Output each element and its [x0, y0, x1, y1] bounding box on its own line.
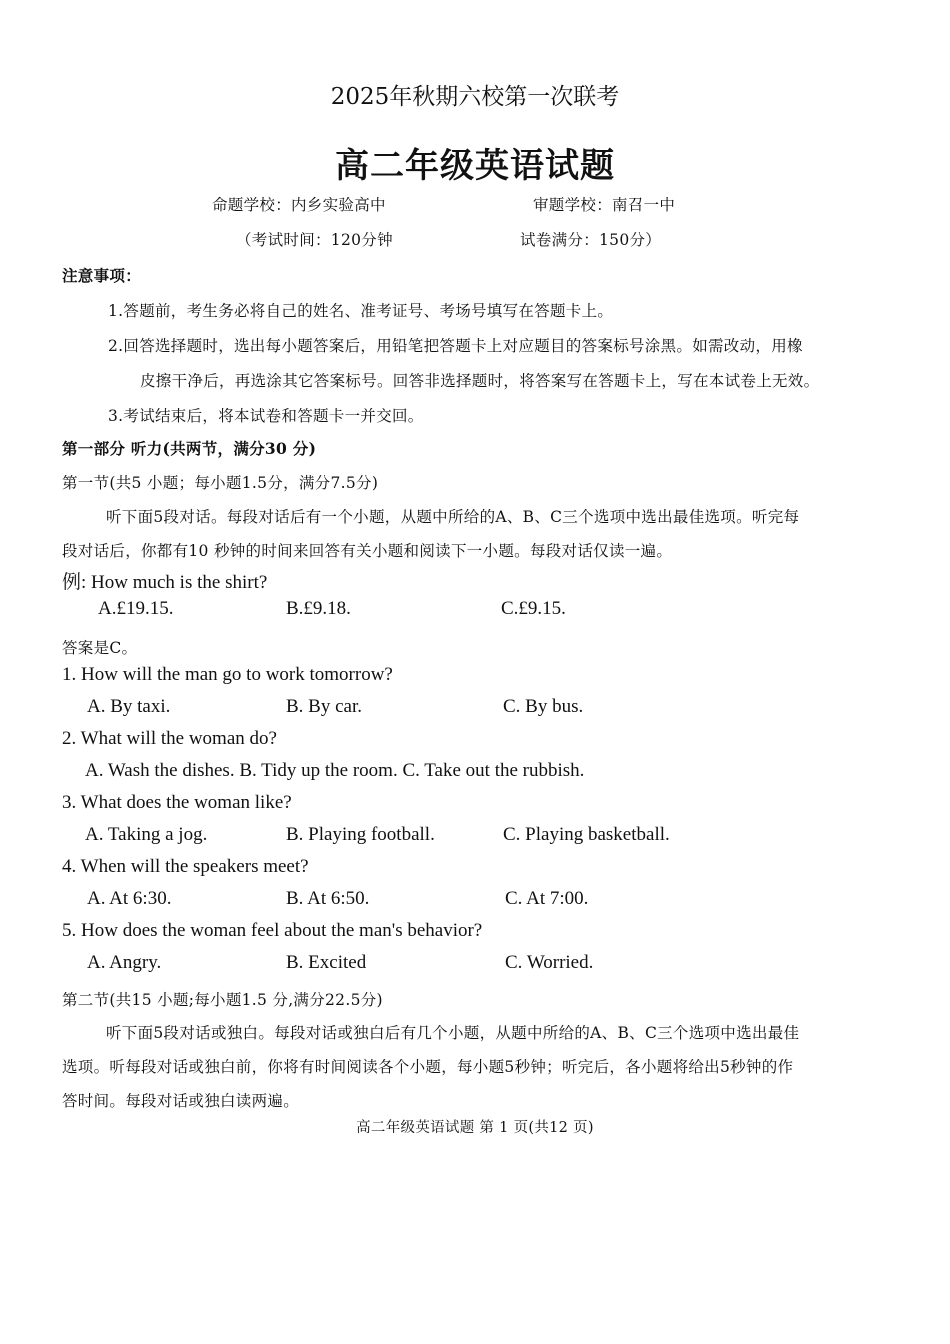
exam-title: 2025年秋期六校第一次联考: [330, 84, 620, 110]
notice-item-2: 2.回答选择题时，选出每小题答案后，用铅笔把答题卡上对应题目的答案标号涂黑。如需改动，用橡: [108, 337, 803, 355]
part1-title: 第一部分 听力(共两节，满分30 分): [62, 439, 317, 458]
example-answer: 答案是C。: [62, 639, 138, 657]
q1-option-b: B. By car.: [286, 696, 362, 717]
notice-title: 注意事项：: [62, 266, 142, 285]
example-question: 例: How much is the shirt?: [62, 572, 268, 593]
q1-option-a: A. By taxi.: [87, 696, 171, 717]
example-option-a: A.£19.15.: [98, 598, 174, 619]
section1-title: 第一节(共5 小题；每小题1.5分，满分7.5分): [62, 474, 379, 492]
setter-school: 命题学校：内乡实验高中: [212, 196, 386, 214]
question-3: 3. What does the woman like?: [62, 792, 292, 813]
section1-intro-2: 段对话后，你都有10 秒钟的时间来回答有关小题和阅读下一小题。每段对话仅读一遍。: [62, 542, 673, 560]
question-5: 5. How does the woman feel about the man's behavior?: [62, 920, 483, 941]
q5-option-c: C. Worried.: [505, 952, 594, 973]
reviewer-school: 审题学校：南召一中: [533, 196, 676, 214]
exam-time: （考试时间：120分钟: [236, 231, 393, 249]
q1-option-c: C. By bus.: [503, 696, 584, 717]
q4-option-c: C. At 7:00.: [505, 888, 589, 909]
q3-option-c: C. Playing basketball.: [503, 824, 670, 845]
q3-option-b: B. Playing football.: [286, 824, 435, 845]
section2-intro-3: 答时间。每段对话或独白读两遍。: [62, 1092, 300, 1110]
question-1: 1. How will the man go to work tomorrow?: [62, 664, 393, 685]
q4-option-a: A. At 6:30.: [87, 888, 172, 909]
notice-item-1: 1.答题前，考生务必将自己的姓名、准考证号、考场号填写在答题卡上。: [108, 302, 614, 320]
question-4: 4. When will the speakers meet?: [62, 856, 309, 877]
section2-intro-1: 听下面5段对话或独白。每段对话或独白后有几个小题，从题中所给的A、B、C三个选项中选出最佳: [106, 1024, 800, 1042]
question-2: 2. What will the woman do?: [62, 728, 277, 749]
section2-intro-2: 选项。听每段对话或独白前，你将有时间阅读各个小题，每小题5秒钟；听完后，各小题将给出5秒钟的作: [62, 1058, 794, 1076]
exam-score: 试卷满分：150分）: [520, 231, 662, 249]
q5-option-a: A. Angry.: [87, 952, 162, 973]
page-footer: 高二年级英语试题 第 1 页(共12 页): [356, 1120, 594, 1136]
section1-intro-1: 听下面5段对话。每段对话后有一个小题，从题中所给的A、B、C三个选项中选出最佳选项。听完每: [106, 508, 800, 526]
q2-options: A. Wash the dishes. B. Tidy up the room. C. Take out the rubbish.: [85, 760, 585, 781]
example-option-c: C.£9.15.: [501, 598, 566, 619]
example-option-b: B.£9.18.: [286, 598, 351, 619]
subject-title: 高二年级英语试题: [335, 146, 615, 186]
notice-item-3: 3.考试结束后，将本试卷和答题卡一并交回。: [108, 407, 424, 425]
q3-option-a: A. Taking a jog.: [85, 824, 208, 845]
notice-item-2-cont: 皮擦干净后，再选涂其它答案标号。回答非选择题时，将答案写在答题卡上，写在本试卷上无效。: [140, 372, 820, 390]
q4-option-b: B. At 6:50.: [286, 888, 370, 909]
q5-option-b: B. Excited: [286, 952, 367, 973]
section2-title: 第二节(共15 小题;每小题1.5 分,满分22.5分): [62, 991, 383, 1009]
